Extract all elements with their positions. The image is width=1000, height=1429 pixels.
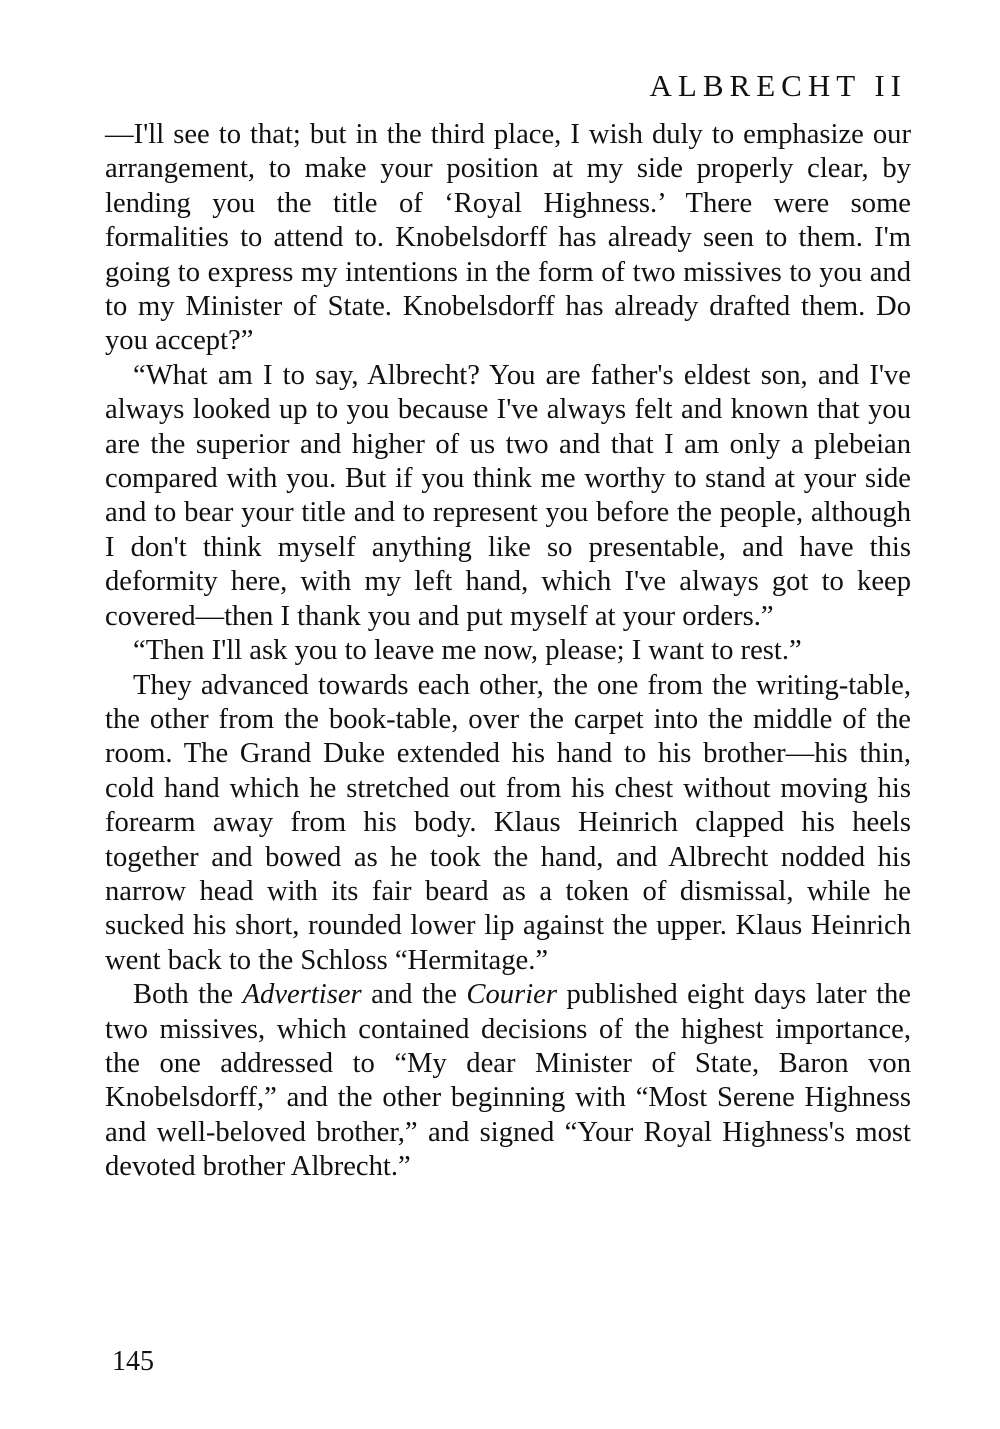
- paragraph-handshake: They advanced towards each other, the one from the writing-table, the other from the book-table, over the carpet into the middle of the room. The Grand Duke extended his hand to his brother—his thin, cold hand which he stretched out from his chest without moving his forearm away from his body. Klaus Heinrich clapped his heels together and bowed as he took the hand, and Albrecht nodded his narrow head with its fair beard as a token of dismissal, while he sucked his short, rounded lower lip against the upper. Klaus Heinrich went back to the Schloss “Hermitage.”: [105, 669, 911, 976]
- paragraph-missives-part1: Both the: [133, 979, 243, 1011]
- paragraph-albrecht-dismissal: “Then I'll ask you to leave me now, please; I want to rest.”: [133, 635, 802, 667]
- paragraph-missives-part2: and the: [361, 979, 467, 1011]
- running-head: ALBRECHT II: [649, 68, 907, 103]
- page-number: 145: [112, 1346, 154, 1377]
- paragraph-continuation: —I'll see to that; but in the third place, I wish duly to emphasize our arrangement, to make your position at my side properly clear, by lending you the title of ‘Royal Highness.’ There were some formalities to attend to. Knobelsdorff has already seen to them. I'm going to express my intentions in the form of two missives to you and to my Minister of State. Knobelsdorff has already drafted them. Do you accept?”: [105, 119, 911, 357]
- paragraph-missives-part3: published eight days later the two missives, which contained decisions of the highest importance, the one addressed to “My dear Minister of State, Baron von Knobelsdorff,” and the other beginning with “Most Serene Highness and well-beloved brother,” and signed “Your Royal Highness's most devoted brother Albrecht.”: [105, 979, 911, 1183]
- newspaper-title-advertiser: Advertiser: [242, 979, 362, 1011]
- paragraph-klaus-reply: “What am I to say, Albrecht? You are father's eldest son, and I've always looked up to you because I've always felt and known that you are the superior and higher of us two and that I am only a plebeian compared with you. But if you think me worthy to stand at your side and to bear your title and to represent you before the people, although I don't think myself anything like so presentable, and have this deformity here, with my left hand, which I've always got to keep covered—then I thank you and put myself at your orders.”: [105, 359, 911, 632]
- body-text: [105, 118, 911, 1185]
- paragraph-missives: [105, 978, 911, 1184]
- newspaper-title-courier: Courier: [466, 979, 557, 1011]
